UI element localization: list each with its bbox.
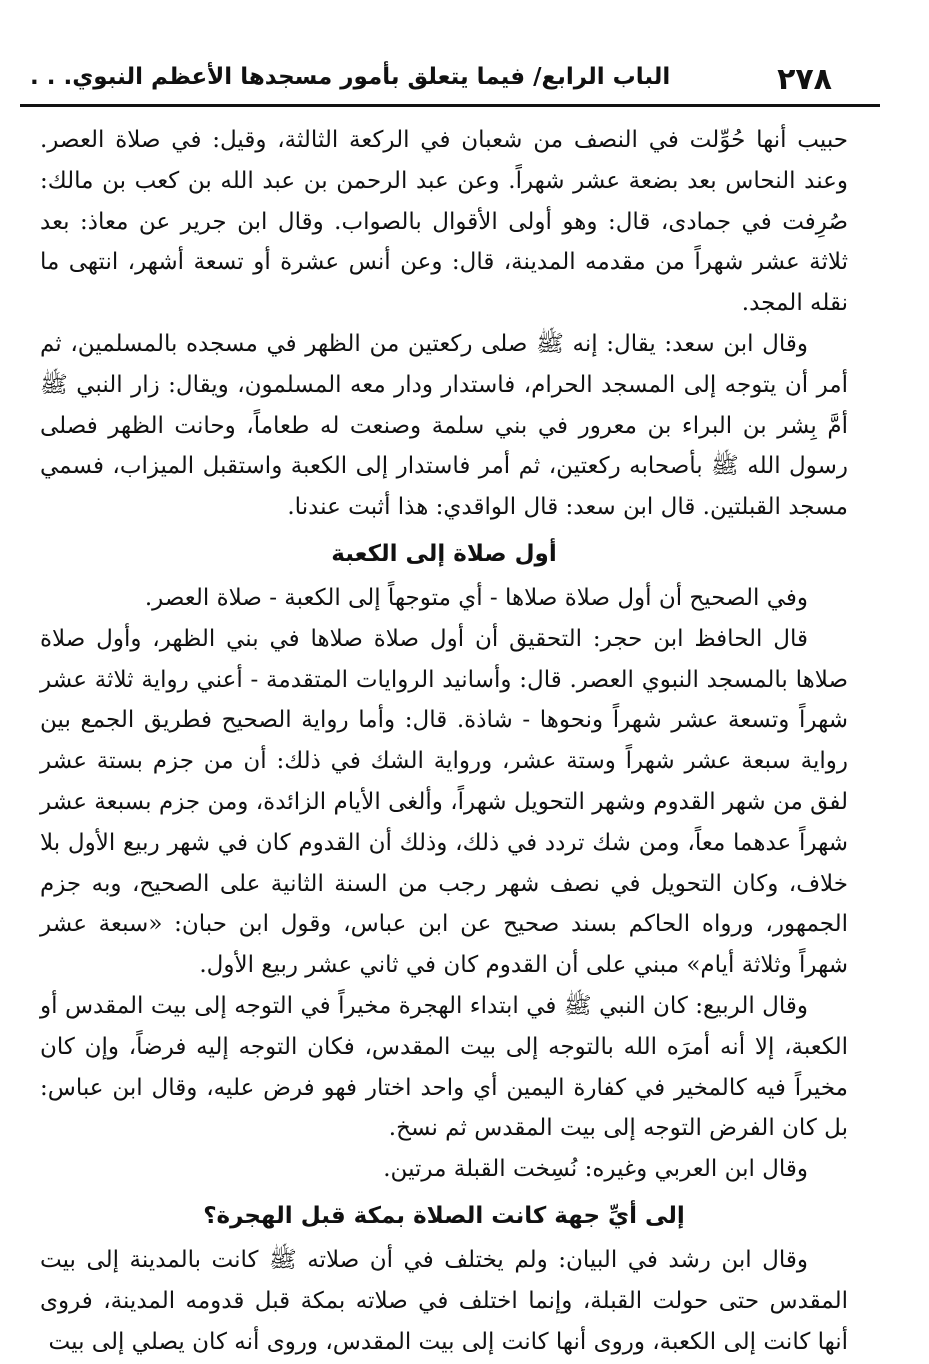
paragraph: حبيب أنها حُوِّلت في النصف من شعبان في الركعة الثالثة، وقيل: في صلاة العصر. وعند النحاس بعد بضعة عشر شهراً. وعن عبد الرحمن بن عبد الله بن كعب بن مالك: صُرِفت في جمادى، قال: وهو أولى الأقوال بالصواب. وقال ابن جرير عن معاذ: بعد ثلاثة عشر شهراً من مقدمه المدينة، قال: وعن أنس عشرة أو تسعة أشهر، انتهى ما نقله المجد. (40, 127, 848, 317)
section-heading: أول صلاة إلى الكعبة (331, 540, 557, 567)
running-title: الباب الرابع/ فيما يتعلق بأمور مسجدها الأعظم النبوي. . . (30, 64, 671, 90)
paragraph: وقال ابن العربي وغيره: نُسِخت القبلة مرتين. (383, 1156, 808, 1183)
paragraph: قال الحافظ ابن حجر: التحقيق أن أول صلاة صلاها في بني الظهر، وأول صلاة صلاها بالمسجد النبوي العصر. قال: وأسانيد الروايات المتقدمة - أعني رواية ثلاثة عشر شهراً وتسعة عشر شهراً ونحوها - شاذة. قال: وأما رواية الصحيح فطريق الجمع بين رواية سبعة عشر شهراً وستة عشر، ورواية الشك في ذلك: أن من جزم بستة عشر لفق من شهر القدوم وشهر التحويل شهراً، وألغى الأيام الزائدة، ومن جزم بسبعة عشر شهراً عدهما معاً، ومن شك تردد في ذلك، وذلك أن القدوم كان في شهر ربيع الأول بلا خلاف، وكان التحويل في نصف شهر رجب من السنة الثانية على الصحيح، وبه جزم الجمهور، ورواه الحاكم بسند صحيح عن ابن عباس، وقول ابن حبان: «سبعة عشر شهراً وثلاثة أيام» مبني على أن القدوم كان في ثاني عشر ربيع الأول. (40, 625, 848, 979)
page-header (20, 60, 880, 106)
body-text (40, 120, 848, 1362)
section-heading: إلى أيِّ جهة كانت الصلاة بمكة قبل الهجرة؟ (203, 1202, 685, 1229)
paragraph: وقال الربيع: كان النبي ﷺ في ابتداء الهجرة مخيراً في التوجه إلى بيت المقدس أو الكعبة، إلا أنه أمرَه الله بالتوجه إلى بيت المقدس، فكان التوجه إليه فرضاً، وإن كان مخيراً فيه كالمخير في كفارة اليمين أي واحد اختار فهو فرض عليه، وقال ابن عباس: بل كان الفرض التوجه إلى بيت المقدس ثم نسخ. (40, 992, 848, 1142)
paragraph: وفي الصحيح أن أول صلاة صلاها - أي متوجهاً إلى الكعبة - صلاة العصر. (144, 584, 808, 611)
header-rule (20, 104, 880, 107)
paragraph: وقال ابن رشد في البيان: ولم يختلف في أن صلاته ﷺ كانت بالمدينة إلى بيت المقدس حتى حولت القبلة، وإنما اختلف في صلاته بمكة قبل قدومه المدينة، فروى أنها كانت إلى الكعبة، وروى أنها كانت إلى بيت المقدس، وروى أنه كان يصلي إلى بيت (40, 1246, 848, 1355)
paragraph: وقال ابن سعد: يقال: إنه ﷺ صلى ركعتين من الظهر في مسجده بالمسلمين، ثم أمر أن يتوجه إلى المسجد الحرام، فاستدار ودار معه المسلمون، ويقال: زار النبي ﷺ أمَّ بِشر بن البراء بن معرور في بني سلمة وصنعت له طعاماً، وحانت الظهر فصلى رسول الله ﷺ بأصحابه ركعتين، ثم أمر فاستدار إلى الكعبة واستقبل الميزاب، فسمي مسجد القبلتين. قال ابن سعد: قال الواقدي: هذا أثبت عندنا. (40, 330, 848, 521)
page-number: ٢٧٨ (777, 62, 832, 97)
